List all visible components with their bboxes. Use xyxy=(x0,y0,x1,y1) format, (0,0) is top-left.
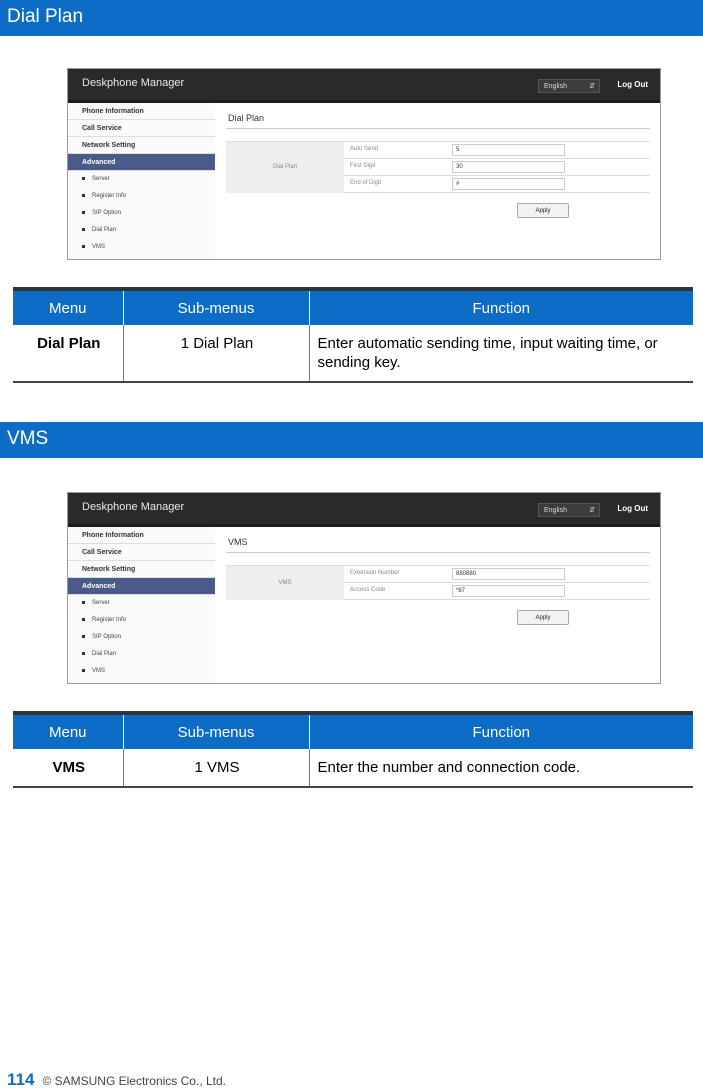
bullet-icon xyxy=(82,177,85,180)
auto-send-input[interactable]: 5 xyxy=(452,144,565,156)
subitem-label: Server xyxy=(92,176,110,182)
column-header-function: Function xyxy=(309,713,693,749)
sidebar-subitem-sip-option[interactable] xyxy=(68,629,215,646)
field-label: Access Code xyxy=(350,587,386,593)
apply-button[interactable]: Apply xyxy=(517,610,569,625)
extension-number-input[interactable]: 880880 xyxy=(452,568,565,580)
field-label: First Digit xyxy=(350,163,376,169)
subitem-label: Register Info xyxy=(92,193,127,199)
subitem-label: Register Info xyxy=(92,617,127,623)
sidebar-subitem-register-info[interactable] xyxy=(68,188,215,205)
vms-form xyxy=(226,565,650,601)
sidebar xyxy=(68,103,215,259)
section-heading-vms: VMS xyxy=(0,422,703,458)
page-title: VMS xyxy=(228,537,248,547)
cell-text: Dial Plan xyxy=(37,335,101,352)
bullet-icon xyxy=(82,245,85,248)
first-digit-input[interactable]: 30 xyxy=(452,161,565,173)
column-header-sub-menus: Sub-menus xyxy=(123,289,309,325)
page-footer xyxy=(7,1070,226,1090)
logout-link[interactable]: Log Out xyxy=(617,80,648,89)
sidebar-item-phone-information[interactable]: Phone Information xyxy=(68,527,215,544)
cell-function xyxy=(309,749,693,787)
title-divider xyxy=(226,128,650,129)
group-label: Dial Plan xyxy=(226,142,344,193)
cell-function xyxy=(309,325,693,382)
language-select[interactable] xyxy=(538,79,600,93)
sidebar-subitem-server[interactable] xyxy=(68,595,215,612)
vms-screenshot xyxy=(67,492,661,684)
apply-button[interactable]: Apply xyxy=(517,203,569,218)
cell-text: 1 Dial Plan xyxy=(180,335,254,352)
page-number: 114 xyxy=(7,1070,35,1089)
cell-text: Enter the number and connection code. xyxy=(317,759,581,776)
table-row xyxy=(13,325,693,382)
sidebar-subitem-register-info[interactable] xyxy=(68,612,215,629)
field-label: Extension Number xyxy=(350,570,400,576)
end-of-digit-input[interactable]: # xyxy=(452,178,565,190)
subitem-label: VMS xyxy=(92,244,106,250)
sidebar-subitem-vms[interactable] xyxy=(68,663,215,680)
field-label: End of Digit xyxy=(350,180,382,186)
bullet-icon xyxy=(82,601,85,604)
select-caret-icon: ⇵ xyxy=(589,83,595,90)
subitem-label: Dial Plan xyxy=(92,651,117,657)
sidebar-subitem-dial-plan[interactable] xyxy=(68,646,215,663)
form-row-extension-number xyxy=(344,566,650,583)
cell-menu xyxy=(13,325,123,382)
language-select[interactable] xyxy=(538,503,600,517)
bullet-icon xyxy=(82,652,85,655)
sidebar-subitem-dial-plan[interactable] xyxy=(68,222,215,239)
bullet-icon xyxy=(82,669,85,672)
app-header xyxy=(68,493,660,527)
app-title: Deskphone Manager xyxy=(82,501,185,513)
cell-text: Enter automatic sending time, input waiting time, or sending key. xyxy=(317,335,658,371)
subitem-label: Server xyxy=(92,600,110,606)
section-heading-dial-plan: Dial Plan xyxy=(0,0,703,36)
subitem-label: SIP Option xyxy=(92,634,121,640)
bullet-icon xyxy=(82,635,85,638)
main-panel xyxy=(226,527,650,683)
sidebar xyxy=(68,527,215,683)
sidebar-subitem-sip-option[interactable] xyxy=(68,205,215,222)
sidebar-item-phone-information[interactable]: Phone Information xyxy=(68,103,215,120)
sidebar-item-advanced[interactable]: Advanced xyxy=(68,154,215,171)
main-panel xyxy=(226,103,650,259)
title-divider xyxy=(226,552,650,553)
bullet-icon xyxy=(82,618,85,621)
sidebar-subitem-server[interactable] xyxy=(68,171,215,188)
column-header-menu: Menu xyxy=(13,713,123,749)
logout-link[interactable]: Log Out xyxy=(617,504,648,513)
sidebar-item-call-service[interactable]: Call Service xyxy=(68,120,215,137)
language-value: English xyxy=(544,83,567,90)
cell-sub-menu xyxy=(123,325,309,382)
column-header-menu: Menu xyxy=(13,289,123,325)
bullet-icon xyxy=(82,211,85,214)
sidebar-item-network-setting[interactable]: Network Setting xyxy=(68,561,215,578)
form-row-access-code xyxy=(344,583,650,600)
table-row xyxy=(13,749,693,787)
sidebar-item-network-setting[interactable]: Network Setting xyxy=(68,137,215,154)
cell-text: 1 VMS xyxy=(194,759,240,776)
form-row-first-digit xyxy=(344,159,650,176)
column-header-sub-menus: Sub-menus xyxy=(123,713,309,749)
sidebar-item-advanced[interactable]: Advanced xyxy=(68,578,215,595)
group-label: VMS xyxy=(226,566,344,600)
vms-table xyxy=(13,711,693,788)
app-header xyxy=(68,69,660,103)
cell-sub-menu xyxy=(123,749,309,787)
bullet-icon xyxy=(82,228,85,231)
subitem-label: Dial Plan xyxy=(92,227,117,233)
dial-plan-screenshot xyxy=(67,68,661,260)
cell-menu xyxy=(13,749,123,787)
form-row-end-of-digit xyxy=(344,176,650,193)
subitem-label: VMS xyxy=(92,668,106,674)
dial-plan-table xyxy=(13,287,693,383)
copyright-text: © SAMSUNG Electronics Co., Ltd. xyxy=(42,1074,226,1088)
cell-text: VMS xyxy=(52,759,85,776)
page-title: Dial Plan xyxy=(228,113,265,123)
app-title: Deskphone Manager xyxy=(82,77,185,89)
select-caret-icon: ⇵ xyxy=(589,507,595,514)
access-code-input[interactable]: *87 xyxy=(452,585,565,597)
column-header-function: Function xyxy=(309,289,693,325)
language-value: English xyxy=(544,507,567,514)
dial-plan-form xyxy=(226,141,650,194)
form-row-auto-send xyxy=(344,142,650,159)
sidebar-item-call-service[interactable]: Call Service xyxy=(68,544,215,561)
bullet-icon xyxy=(82,194,85,197)
subitem-label: SIP Option xyxy=(92,210,121,216)
field-label: Auto Send xyxy=(350,146,379,152)
sidebar-subitem-vms[interactable] xyxy=(68,239,215,256)
